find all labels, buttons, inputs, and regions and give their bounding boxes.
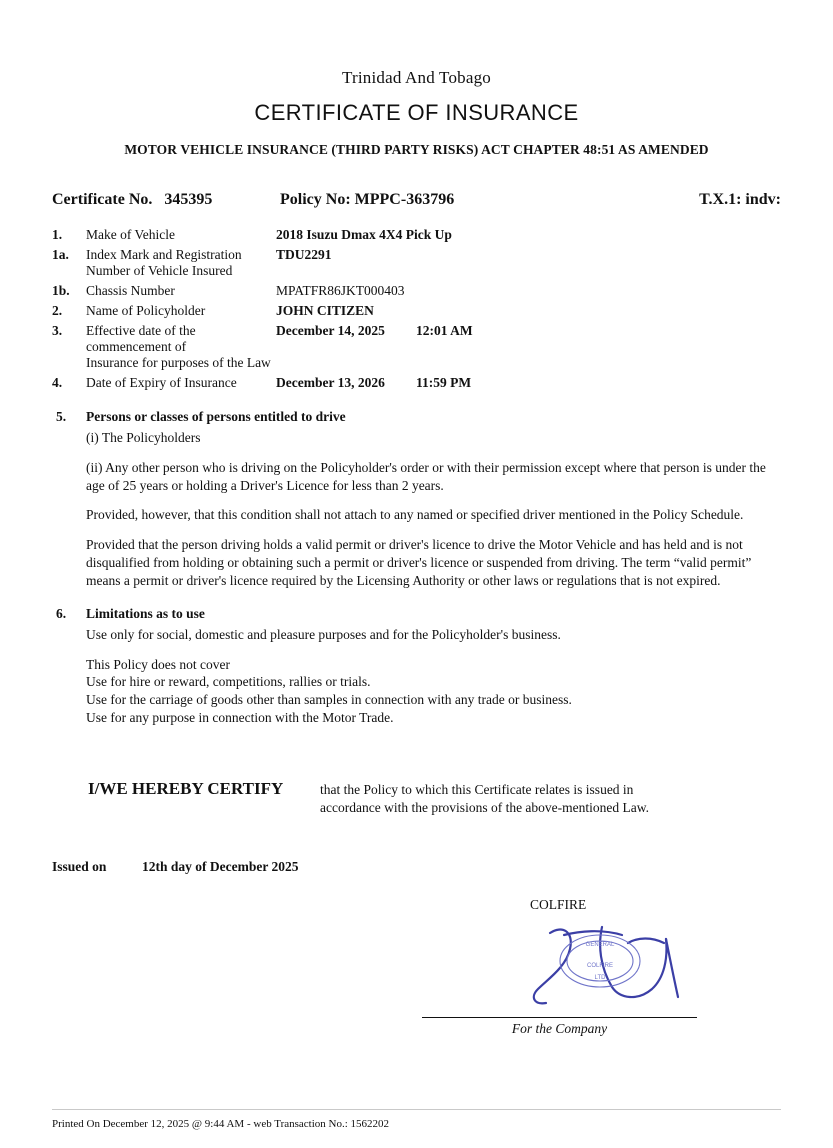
item-label: Date of Expiry of Insurance [86, 375, 237, 390]
effective-time: 12:01 AM [416, 323, 473, 338]
certification-statement [52, 779, 781, 813]
exclusion-line: Use for the carriage of goods other than samples in connection with any trade or business. [86, 692, 572, 708]
policy-number-value: MPPC-363796 [354, 191, 455, 208]
table-row [52, 281, 781, 301]
signature-line [422, 1017, 697, 1018]
issued-on-value: 12th day of December 2025 [142, 858, 299, 874]
table-row [52, 225, 781, 245]
table-row [52, 321, 781, 373]
act-reference-line: MOTOR VEHICLE INSURANCE (THIRD PARTY RISKS) ACT CHAPTER 48:51 AS AMENDED [124, 142, 709, 157]
certificate-number [52, 191, 212, 209]
section-persons-entitled-to-drive [52, 409, 781, 590]
exclusions-heading: This Policy does not cover [86, 656, 230, 672]
footer-print-info: Printed On December 12, 2025 @ 9:44 AM - web Transaction No.: 1562202 [52, 1118, 390, 1130]
section-heading: Persons or classes of persons entitled to drive [86, 409, 346, 424]
svg-text:LTD: LTD [594, 974, 606, 981]
footer-divider [52, 1109, 781, 1110]
svg-text:GENERAL: GENERAL [585, 941, 615, 948]
certificate-number-value: 345395 [164, 191, 213, 208]
details-table [52, 225, 781, 393]
certify-text: that the Policy to which this Certificate relates is issued in accordance with the provisions of the above-mentioned Law. [320, 781, 650, 815]
for-the-company-caption: For the Company [511, 1020, 608, 1036]
svg-text:COLFIRE: COLFIRE [586, 962, 614, 969]
country-name: Trinidad And Tobago [341, 68, 491, 87]
item-value [276, 373, 781, 393]
policyholders-line: (i) The Policyholders [86, 430, 201, 445]
certify-heading: I/WE HEREBY CERTIFY [88, 778, 284, 798]
table-row [52, 373, 781, 393]
item-label: Chassis Number [86, 283, 175, 298]
item-value: 2018 Isuzu Dmax 4X4 Pick Up [276, 227, 452, 242]
certificate-number-label: Certificate No. [52, 191, 153, 208]
policy-number [280, 191, 454, 209]
item-number: 4. [52, 375, 63, 390]
section-number: 5. [56, 409, 67, 424]
exclusion-line: Use for any purpose in connection with the Motor Trade. [86, 709, 394, 725]
company-name: COLFIRE [530, 896, 587, 912]
other-persons-line: (ii) Any other person who is driving on the Policyholder's order or with their permission except where that person is under the age of 25 years or holding a Driver's Licence for less than 2 years. [86, 459, 766, 493]
certificate-page [0, 68, 833, 1148]
table-row [52, 301, 781, 321]
proviso-named-driver: Provided, however, that this condition shall not attach to any named or specified driver mentioned in the Policy Schedule. [86, 507, 744, 523]
signature-icon [452, 915, 712, 1020]
issued-on-row [52, 859, 781, 879]
tx-label: T.X.1: indv: [699, 191, 781, 208]
expiry-time: 11:59 PM [416, 375, 472, 390]
item-label: Effective date of the commencement of Insurance for purposes of the Law [86, 323, 271, 370]
section-heading: Limitations as to use [86, 605, 205, 621]
issued-on-label: Issued on [52, 858, 107, 874]
item-label: Make of Vehicle [86, 227, 175, 242]
item-number: 1. [52, 227, 63, 242]
proviso-valid-permit: Provided that the person driving holds a valid permit or driver's licence to drive the Motor Vehicle and has held and is not disqualified from holding or obtaining such a permit or driver's licence or suspended from driving. The term “valid permit” means a permit or driver's licence required by the Licensing Authority or other laws or regulations that is not expired. [86, 537, 752, 588]
effective-date: December 14, 2025 [276, 323, 385, 338]
item-number: 3. [52, 323, 63, 338]
item-number: 1b. [52, 283, 70, 298]
section-limitations-as-to-use [52, 606, 781, 727]
item-label: Index Mark and Registration Number of Vehicle Insured [86, 247, 242, 278]
document-title: CERTIFICATE OF INSURANCE [254, 100, 579, 125]
policy-number-label: Policy No: [280, 191, 351, 208]
item-value: TDU2291 [276, 247, 332, 262]
exclusion-line: Use for hire or reward, competitions, rallies or trials. [86, 674, 371, 690]
signature-area [52, 897, 781, 1047]
item-value: MPATFR86JKT000403 [276, 283, 405, 298]
section-number: 6. [56, 605, 67, 621]
table-row [52, 245, 781, 281]
permitted-use-line: Use only for social, domestic and pleasure purposes and for the Policyholder's business. [86, 626, 561, 642]
item-label: Name of Policyholder [86, 303, 206, 318]
expiry-date: December 13, 2026 [276, 375, 385, 390]
item-number: 2. [52, 303, 63, 318]
identifier-row [52, 191, 781, 213]
item-value [276, 321, 781, 373]
item-value: JOHN CITIZEN [276, 303, 374, 318]
item-number: 1a. [52, 247, 69, 262]
